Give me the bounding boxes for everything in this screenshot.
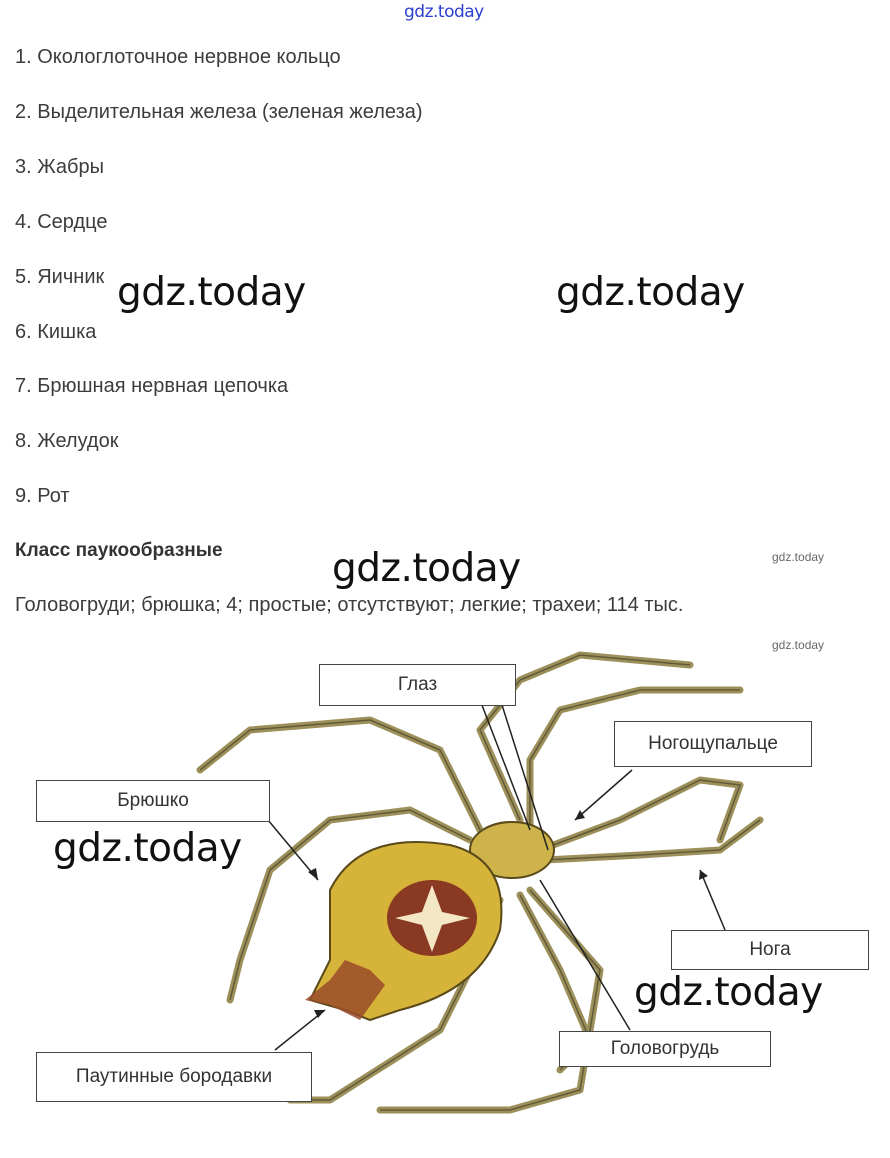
label-leg: Нога [671,930,869,970]
structure-item-6: 6. Кишка [15,321,97,343]
watermark-big: gdz.today [332,546,521,591]
watermark-small: gdz.today [772,550,825,564]
structure-item-8: 8. Желудок [15,430,119,452]
structure-item-1: 1. Окологлоточное нервное кольцо [15,46,341,68]
label-eye: Глаз [319,664,516,706]
structure-item-7: 7. Брюшная нервная цепочка [15,375,289,397]
label-abdomen: Брюшко [36,780,270,822]
label-pedipalp: Ногощупальце [614,721,812,767]
watermark-big: gdz.today [556,270,745,315]
label-spinnerets: Паутинные бородавки [36,1052,312,1102]
structure-item-5: 5. Яичник [15,266,105,288]
watermark-big: gdz.today [53,826,242,871]
structure-item-3: 3. Жабры [15,156,105,178]
label-cephalothorax: Головогрудь [559,1031,771,1067]
watermark-big: gdz.today [634,970,823,1015]
top-watermark: gdz.today [404,2,484,22]
watermark-big: gdz.today [117,270,306,315]
section-answer: Головогруди; брюшка; 4; простые; отсутствуют; легкие; трахеи; 114 тыс. [15,594,684,616]
section-heading: Класс паукообразные [15,540,223,561]
watermark-small: gdz.today [772,638,825,652]
structure-item-9: 9. Рот [15,485,70,507]
structure-item-4: 4. Сердце [15,211,108,233]
structure-item-2: 2. Выделительная железа (зеленая железа) [15,101,423,123]
